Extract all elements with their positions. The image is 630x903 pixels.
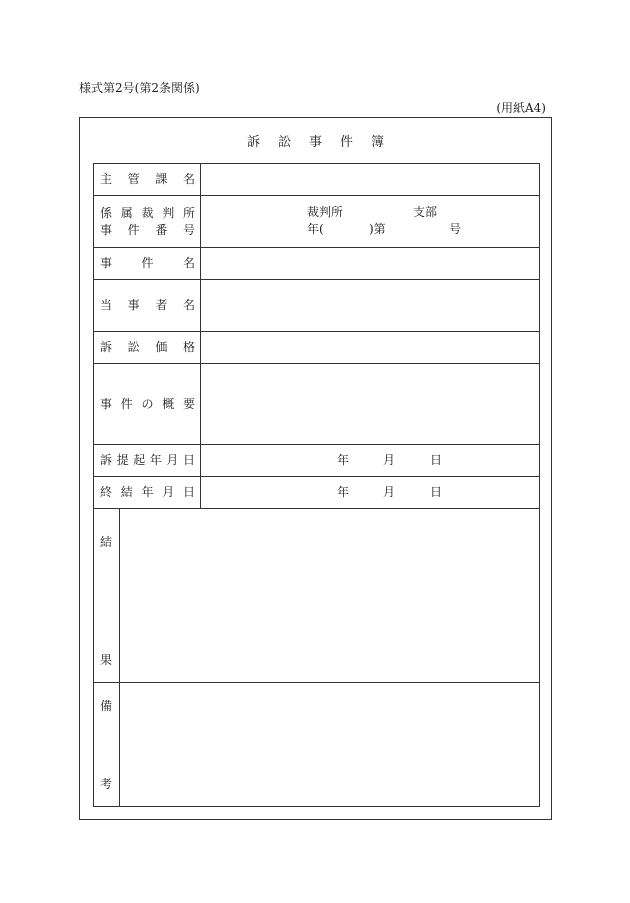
label-filing-date-text: 訴提起年月日 bbox=[100, 453, 195, 467]
field-result[interactable] bbox=[120, 509, 539, 682]
label-remarks-bottom: 考 bbox=[100, 777, 113, 791]
case-number-mid: )第 bbox=[369, 222, 386, 236]
filing-year-unit: 年 bbox=[337, 453, 350, 467]
label-department bbox=[94, 164, 201, 195]
end-day-unit: 日 bbox=[430, 485, 443, 499]
row-result bbox=[94, 509, 539, 683]
label-filing-date bbox=[94, 445, 201, 476]
row-department bbox=[94, 164, 539, 196]
form-number: 様式第2号(第2条関係) bbox=[79, 81, 200, 95]
field-end-date[interactable] bbox=[201, 477, 539, 508]
row-court-case bbox=[94, 196, 539, 248]
label-parties bbox=[94, 280, 201, 331]
filing-day-unit: 日 bbox=[430, 453, 443, 467]
row-case-name bbox=[94, 248, 539, 280]
label-case-name-text: 事件名 bbox=[100, 256, 195, 270]
row-summary bbox=[94, 364, 539, 445]
label-court-case bbox=[94, 196, 201, 247]
form-title: 訴訟事件簿 bbox=[246, 135, 402, 150]
row-parties bbox=[94, 280, 539, 332]
label-case-number-text: 事件番号 bbox=[100, 222, 195, 237]
row-claim-value bbox=[94, 332, 539, 364]
label-summary-text: 事件の概要 bbox=[100, 396, 195, 411]
field-summary[interactable] bbox=[201, 364, 539, 444]
label-court-text: 係属裁判所 bbox=[100, 205, 195, 220]
field-court-case[interactable] bbox=[201, 196, 539, 247]
label-claim-value-text: 訴訟価格 bbox=[100, 340, 195, 354]
form-table bbox=[93, 163, 540, 807]
row-filing-date bbox=[94, 445, 539, 477]
label-claim-value bbox=[94, 332, 201, 363]
row-remarks bbox=[94, 683, 539, 807]
label-department-text: 主管課名 bbox=[100, 172, 195, 186]
end-month-unit: 月 bbox=[383, 485, 396, 499]
case-year-prefix: 年( bbox=[307, 222, 324, 236]
label-summary bbox=[94, 364, 201, 444]
end-year-unit: 年 bbox=[337, 485, 350, 499]
field-parties[interactable] bbox=[201, 280, 539, 331]
label-remarks bbox=[94, 683, 120, 806]
row-end-date bbox=[94, 477, 539, 509]
field-department[interactable] bbox=[201, 164, 539, 195]
label-case-name bbox=[94, 248, 201, 279]
label-end-date-text: 終結年月日 bbox=[100, 485, 195, 499]
field-case-name[interactable] bbox=[201, 248, 539, 279]
case-number-suffix: 号 bbox=[449, 222, 462, 236]
branch-suffix: 支部 bbox=[413, 205, 438, 219]
field-remarks[interactable] bbox=[120, 683, 539, 806]
paper-size-note: (用紙A4) bbox=[496, 101, 546, 115]
label-end-date bbox=[94, 477, 201, 508]
label-result-top: 結 bbox=[100, 535, 113, 549]
field-filing-date[interactable] bbox=[201, 445, 539, 476]
filing-month-unit: 月 bbox=[383, 453, 396, 467]
field-claim-value[interactable] bbox=[201, 332, 539, 363]
court-suffix: 裁判所 bbox=[307, 205, 344, 219]
label-parties-text: 当事者名 bbox=[100, 298, 195, 312]
label-remarks-top: 備 bbox=[100, 699, 113, 713]
label-result bbox=[94, 509, 120, 682]
form-frame bbox=[79, 117, 552, 820]
label-result-bottom: 果 bbox=[100, 653, 113, 667]
